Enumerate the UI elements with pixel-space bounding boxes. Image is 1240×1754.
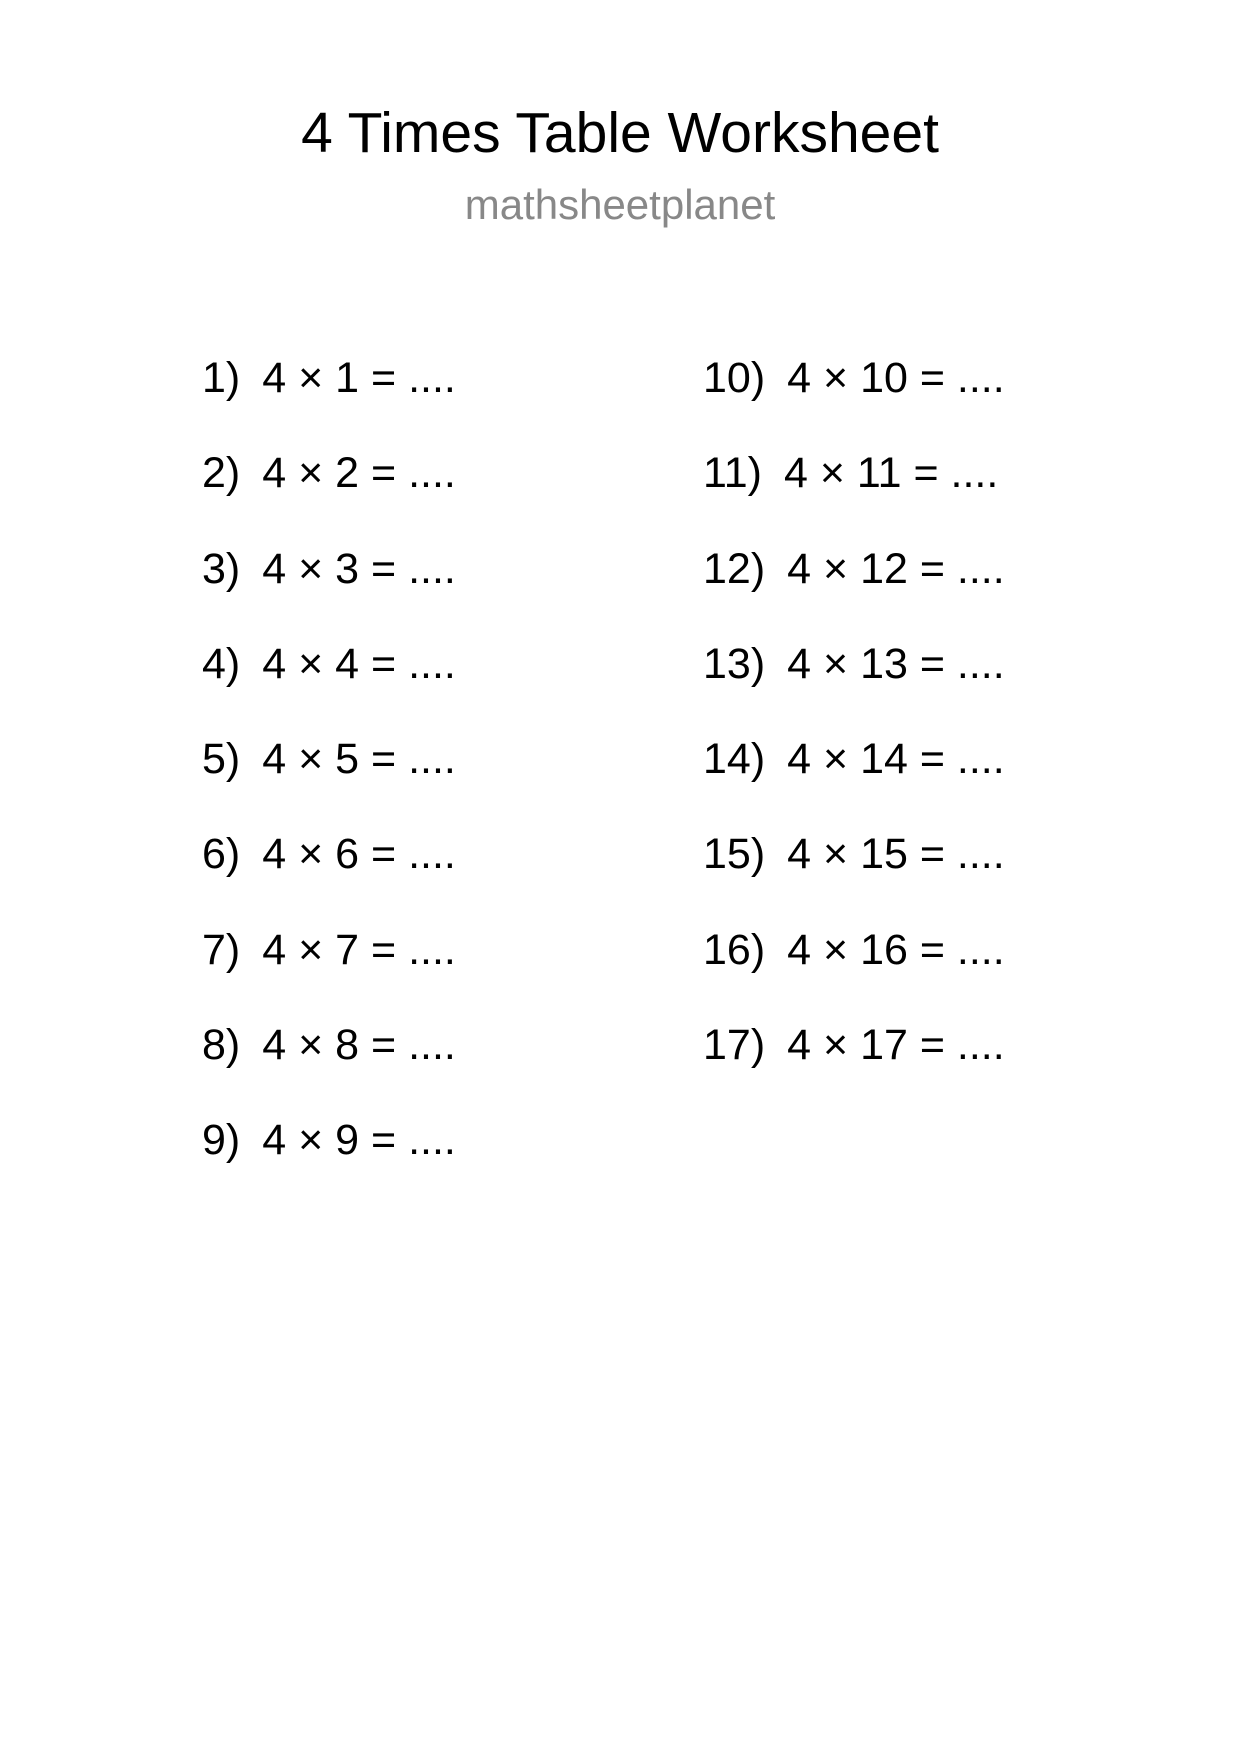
problem-item [703,348,1005,443]
problem-number: 13) [703,639,766,688]
problem-item [703,920,1005,1015]
problem-expression: 4 × 5 = .... [262,735,456,784]
problem-expression: 4 × 7 = .... [262,925,456,974]
problem-item [202,539,456,634]
problems-left-column [202,348,456,1206]
problem-item [703,539,1005,634]
problem-number: 10) [703,354,766,402]
problem-expression: 4 × 3 = .... [262,544,456,593]
problem-expression: 4 × 2 = .... [262,449,456,498]
problem-expression: 4 × 15 = .... [787,830,1005,879]
problem-item [202,634,456,729]
problem-item [703,634,1005,729]
problem-expression: 4 × 16 = .... [787,925,1005,974]
problem-number: 17) [703,1021,766,1070]
problem-item [202,824,456,919]
problem-number: 12) [703,544,766,593]
problem-expression: 4 × 4 = .... [262,639,456,688]
problem-expression: 4 × 14 = .... [787,735,1005,784]
page-title: 4 Times Table Worksheet [301,101,939,165]
problem-number: 11) [703,449,762,498]
problem-item [202,920,456,1015]
problem-number: 16) [703,925,766,974]
problem-expression: 4 × 10 = .... [787,354,1005,402]
problem-expression: 4 × 17 = .... [787,1021,1005,1070]
page-subtitle: mathsheetplanet [464,181,776,228]
problem-item [202,348,456,443]
problem-expression: 4 × 13 = .... [787,639,1005,688]
problem-number: 15) [703,830,766,879]
problem-expression: 4 × 12 = .... [787,544,1005,593]
problems-right-column [703,348,1005,1110]
problem-number: 3) [202,544,241,593]
problem-number: 5) [202,735,241,784]
problem-item [703,1015,1005,1110]
problem-number: 1) [202,354,241,402]
problem-expression: 4 × 6 = .... [262,830,456,879]
problem-number: 14) [703,735,766,784]
problem-number: 8) [202,1021,241,1070]
problem-item [703,443,1005,538]
problem-item [202,729,456,824]
problem-item [703,729,1005,824]
problem-expression: 4 × 9 = .... [262,1116,456,1165]
problem-number: 2) [202,449,241,498]
problem-number: 4) [202,639,241,688]
problem-number: 7) [202,925,241,974]
problem-number: 6) [202,830,241,879]
problem-number: 9) [202,1116,241,1165]
problem-item [202,443,456,538]
problem-expression: 4 × 1 = .... [262,354,456,402]
problem-expression: 4 × 8 = .... [262,1021,456,1070]
problem-item [703,824,1005,919]
problem-item [202,1110,456,1205]
problem-expression: 4 × 11 = .... [783,449,999,498]
problem-item [202,1015,456,1110]
